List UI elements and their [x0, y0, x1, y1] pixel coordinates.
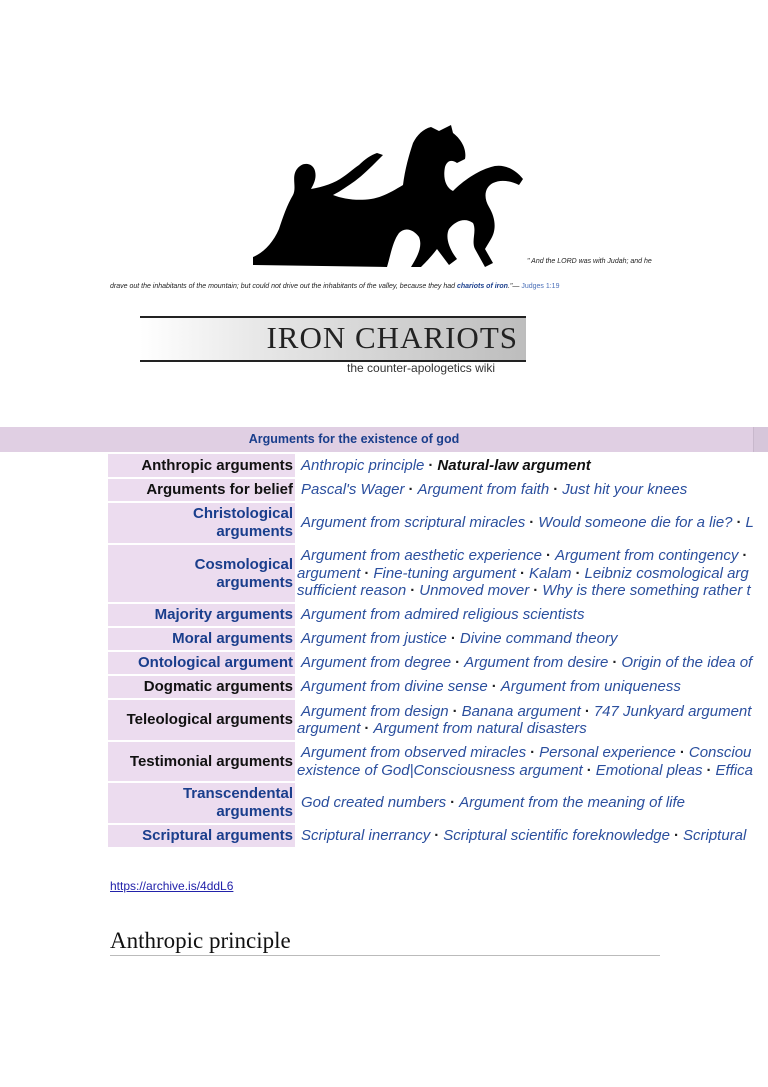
navbox-link[interactable]: L	[745, 514, 754, 532]
separator: ·	[455, 654, 461, 672]
row-label-part: Arguments for belief	[146, 481, 293, 498]
navbox-link[interactable]: Origin of the idea of	[621, 654, 753, 672]
row-label-text	[138, 654, 293, 672]
row-label-part: Dogmatic arguments	[143, 678, 293, 695]
items-line	[301, 457, 768, 475]
row-label-part: Anthropic arguments	[141, 456, 293, 474]
navbox-row-label[interactable]	[108, 783, 295, 823]
navbox-row-items	[295, 676, 768, 698]
navbox-header	[0, 427, 768, 452]
navbox-row	[108, 783, 768, 823]
navbox-link[interactable]: Argument from justice	[301, 630, 447, 648]
separator: ·	[545, 547, 551, 565]
navbox-link[interactable]: Argument from design	[301, 702, 449, 720]
bible-quote-line-1: " And the LORD was with Judah; and he	[527, 258, 652, 265]
navbox-row-label	[108, 742, 295, 781]
items-line	[301, 827, 768, 845]
separator: ·	[529, 514, 535, 532]
separator: ·	[364, 564, 370, 582]
row-label-part: arguments	[216, 523, 293, 540]
items-line	[301, 606, 768, 624]
navbox-row-label	[108, 454, 295, 477]
items-line	[297, 762, 768, 780]
navbox-row-items	[295, 652, 768, 674]
navbox-row	[108, 628, 768, 650]
navbox-row	[108, 742, 768, 781]
row-label-part: Transcendental	[182, 785, 293, 802]
navbox-row	[108, 652, 768, 674]
navbox-row-items	[295, 454, 768, 477]
navbox-link[interactable]: Scriptural	[683, 827, 747, 845]
navbox-link[interactable]: Argument from degree	[301, 654, 452, 672]
navbox-link[interactable]: Argument from faith	[417, 481, 550, 499]
navbox-link[interactable]: Argument from aesthetic experience	[301, 547, 542, 565]
quote-text: drave out the inhabitants of the mountain; but could not drive out the inhabitants of the valley, because they had	[110, 283, 457, 290]
chariots-of-iron-link[interactable]: chariots of iron	[457, 283, 508, 290]
items-line	[301, 654, 768, 672]
navbox-row-label[interactable]	[108, 545, 295, 602]
navbox-link[interactable]: Scriptural scientific foreknowledge	[443, 827, 670, 845]
navbox-row-label[interactable]	[108, 604, 295, 626]
row-label-text	[144, 678, 293, 696]
navbox-row-label[interactable]	[108, 825, 295, 847]
navbox-link[interactable]: Argument from natural disasters	[373, 720, 587, 737]
separator: ·	[530, 744, 536, 761]
current-page-item: Natural-law argument	[437, 456, 591, 474]
items-line	[301, 794, 768, 812]
navbox-link[interactable]: God created numbers	[301, 794, 447, 812]
row-label-text	[146, 481, 293, 499]
navbox-link[interactable]: existence of God|Consciousness argument	[297, 761, 583, 779]
navbox-link[interactable]: Unmoved mover	[419, 582, 530, 600]
navbox-link[interactable]: 747 Junkyard argument	[593, 702, 752, 720]
navbox-row-items	[295, 604, 768, 626]
navbox-link[interactable]: argument	[297, 720, 361, 737]
navbox-table	[108, 454, 768, 849]
section-heading: Anthropic principle	[110, 928, 291, 953]
judges-reference-link[interactable]: Judges 1:19	[521, 283, 560, 290]
navbox-row	[108, 676, 768, 698]
navbox-header-edge	[753, 427, 768, 452]
logo-subtitle: the counter-apologetics wiki	[347, 361, 496, 375]
items-line	[297, 582, 768, 600]
navbox-link[interactable]: Argument from uniqueness	[500, 678, 681, 696]
navbox-link[interactable]: Consciou	[688, 744, 752, 761]
navbox-row-items	[295, 700, 768, 740]
navbox-row-items	[295, 742, 768, 781]
logo-title: IRON CHARIOTS	[266, 320, 518, 355]
navbox-row	[108, 604, 768, 626]
navbox-row	[108, 479, 768, 501]
navbox-row-items	[295, 503, 768, 543]
row-label-part: Cosmological	[194, 555, 293, 573]
separator: ·	[679, 744, 685, 761]
navbox-link[interactable]: Argument from observed miracles	[301, 744, 527, 761]
navbox-link[interactable]: Kalam	[528, 564, 572, 582]
navbox-link[interactable]: Anthropic principle	[301, 456, 425, 474]
row-label-part: Teleological arguments	[126, 711, 293, 728]
navbox-link[interactable]: Effica	[715, 761, 753, 779]
chariot-logo-image	[253, 125, 528, 267]
row-label-text	[127, 711, 293, 729]
navbox-row-label[interactable]	[108, 628, 295, 650]
quote-end: ."—	[507, 283, 522, 290]
navbox-link[interactable]: Argument from the meaning of life	[459, 794, 686, 812]
row-label-part: arguments	[216, 573, 293, 591]
items-line	[301, 678, 768, 696]
separator: ·	[742, 547, 748, 565]
separator: ·	[706, 761, 712, 779]
navbox-row	[108, 545, 768, 602]
items-line	[297, 720, 768, 738]
navbox-link[interactable]: Emotional pleas	[595, 761, 703, 779]
navbox-row-items	[295, 783, 768, 823]
navbox-link[interactable]: Divine command theory	[459, 630, 618, 648]
separator: ·	[450, 630, 456, 648]
row-label-text	[195, 556, 293, 592]
navbox-link[interactable]: Just hit your knees	[562, 481, 688, 499]
row-label-text	[130, 753, 293, 771]
navbox-row-items	[295, 545, 768, 602]
items-line	[301, 630, 768, 648]
navbox-link[interactable]: Fine-tuning argument	[373, 564, 516, 582]
separator: ·	[428, 456, 434, 474]
navbox-row	[108, 503, 768, 543]
row-label-text	[193, 505, 293, 541]
row-label-part: Testimonial arguments	[129, 752, 293, 770]
navbox-link[interactable]: Argument from admired religious scientists	[301, 606, 585, 624]
separator: ·	[586, 761, 592, 779]
navbox-row-label	[108, 479, 295, 501]
separator: ·	[612, 654, 618, 672]
separator: ·	[533, 582, 539, 600]
navbox-row	[108, 825, 768, 847]
navbox-link[interactable]: Argument from contingency	[554, 547, 739, 565]
separator: ·	[408, 481, 414, 499]
navbox-title[interactable]: Arguments for the existence of god	[248, 432, 460, 446]
separator: ·	[575, 564, 581, 582]
navbox-link[interactable]: Banana argument	[461, 702, 581, 720]
navbox-link[interactable]: Pascal's Wager	[301, 481, 405, 499]
separator: ·	[452, 702, 458, 720]
navbox-row	[108, 700, 768, 740]
separator: ·	[434, 827, 440, 845]
row-label-text	[155, 606, 293, 624]
row-label-part: arguments	[216, 803, 293, 820]
navbox-link[interactable]: Why is there something rather t	[542, 582, 751, 600]
separator: ·	[410, 582, 416, 600]
separator: ·	[364, 720, 370, 737]
navbox-link[interactable]: Scriptural inerrancy	[301, 827, 431, 845]
navbox-link[interactable]: sufficient reason	[297, 582, 407, 600]
separator: ·	[450, 794, 456, 812]
navbox-link[interactable]: Personal experience	[539, 744, 676, 761]
navbox-link[interactable]: Argument from desire	[464, 654, 609, 672]
row-label-part: Scriptural arguments	[142, 827, 293, 844]
navbox-row-items	[295, 479, 768, 501]
navbox-link[interactable]: Would someone die for a lie?	[538, 514, 733, 532]
navbox-row-label	[108, 676, 295, 698]
items-line	[301, 547, 768, 565]
navbox-row-label	[108, 700, 295, 740]
navbox-row-items	[295, 825, 768, 847]
row-label-text	[142, 827, 293, 845]
separator: ·	[491, 678, 497, 696]
items-line	[301, 744, 768, 762]
row-label-part: Ontological argument	[137, 654, 293, 671]
row-label-part: Moral arguments	[172, 630, 293, 647]
separator: ·	[736, 514, 742, 532]
items-line	[301, 514, 768, 532]
navbox-row-label[interactable]	[108, 652, 295, 674]
row-label-part: Christological	[192, 505, 293, 522]
separator: ·	[584, 702, 590, 720]
navbox-link[interactable]: Leibniz cosmological arg	[584, 564, 749, 582]
navbox-row	[108, 454, 768, 477]
items-line	[301, 481, 768, 499]
navbox-link[interactable]: Argument from scriptural miracles	[301, 514, 526, 532]
items-line	[301, 703, 768, 721]
row-label-text	[183, 785, 293, 821]
items-line	[297, 565, 768, 583]
row-label-text	[141, 457, 293, 475]
row-label-text	[172, 630, 293, 648]
bible-quote-line-2	[110, 283, 559, 290]
navbox-row-label[interactable]	[108, 503, 295, 543]
row-label-part: Majority arguments	[154, 606, 293, 623]
separator: ·	[553, 481, 559, 499]
archive-link[interactable]: https://archive.is/4ddL6	[110, 879, 234, 893]
separator: ·	[519, 564, 525, 582]
separator: ·	[674, 827, 679, 845]
navbox-link[interactable]: Argument from divine sense	[301, 678, 488, 696]
iron-chariots-banner[interactable]	[140, 300, 526, 360]
heading-rule	[110, 955, 660, 956]
navbox-row-items	[295, 628, 768, 650]
navbox-link[interactable]: argument	[297, 564, 361, 582]
